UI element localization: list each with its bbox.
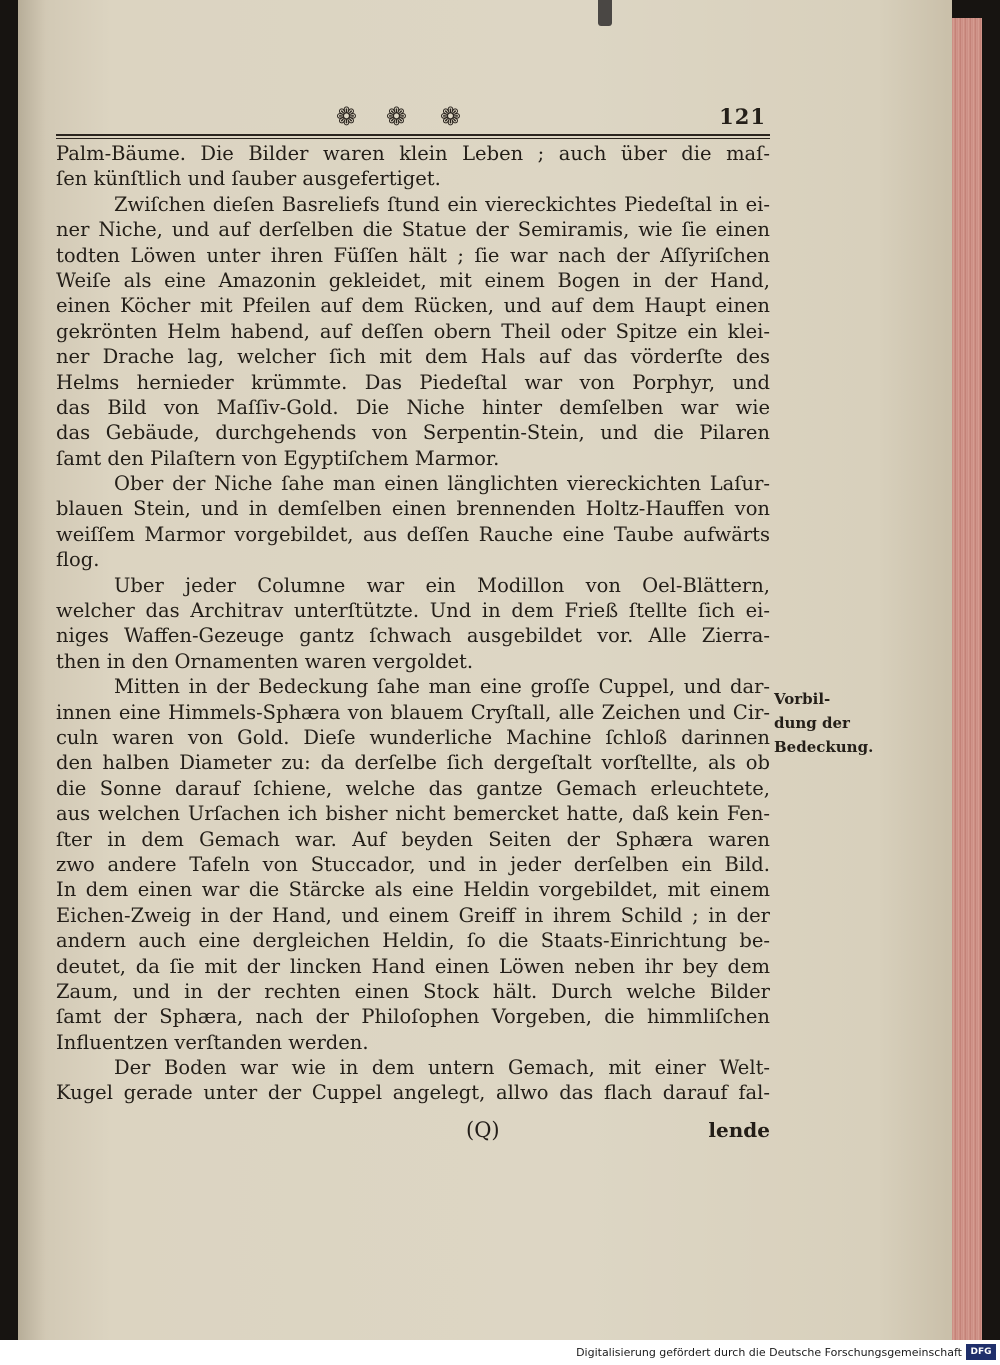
text-line: ſamt der Sphæra, nach der Philoſophen Vorgeben, die himmliſchen — [56, 1005, 770, 1029]
text-line: einen Köcher mit Pfeilen auf dem Rücken, und auf dem Haupt einen — [56, 294, 770, 318]
text-line: Zaum, und in der rechten einen Stock hält. Durch welche Bilder — [56, 979, 770, 1003]
funding-credit: Digitalisierung gefördert durch die Deutsche Forschungsgemeinschaft — [576, 1346, 962, 1359]
text-line: ſen künſtlich und ſauber ausgefertiget. — [56, 167, 441, 191]
text-line: flog. — [56, 548, 100, 572]
text-line: Helms hernieder krümmte. Das Piedeſtal war von Porphyr, und — [56, 370, 770, 394]
page-number: 121 — [719, 104, 766, 129]
margin-note-line: Bedeckung. — [774, 738, 874, 756]
catchline — [56, 1118, 770, 1146]
text-line: Der Boden war wie in dem untern Gemach, mit einer Welt- — [114, 1056, 770, 1080]
page-edge — [952, 18, 982, 1340]
text-line: Influentzen verſtanden werden. — [56, 1030, 369, 1054]
margin-note-line: dung der — [774, 714, 850, 732]
text-line: das Bild von Maſſiv-Gold. Die Niche hinter demſelben war wie — [56, 395, 770, 419]
text-line: ner Drache lag, welcher ſich mit dem Hals auf das vörderſte des — [56, 345, 770, 369]
text-line: weiſſem Marmor vorgebildet, aus deſſen Rauche eine Taube aufwärts — [56, 522, 770, 546]
text-line: Kugel gerade unter der Cuppel angelegt, allwo das flach darauf fal- — [56, 1081, 770, 1105]
text-line: welcher das Architrav unterſtützte. Und in dem Frieß ſtellte ſich ei- — [56, 599, 770, 623]
text-line: ner Niche, und auf derſelben die Statue der Semiramis, wie ſie einen — [56, 218, 770, 242]
text-line: andern auch eine dergleichen Heldin, ſo die Staats-Einrichtung be- — [56, 929, 770, 953]
text-line: Uber jeder Columne war ein Modillon von Oel-Blättern, — [114, 573, 770, 597]
signature-mark: (Q) — [466, 1118, 500, 1142]
text-line: Weiſe als eine Amazonin gekleidet, mit einem Bogen in der Hand, — [56, 268, 770, 292]
body-text — [56, 141, 770, 1106]
text-line: aus welchen Urſachen ich bisher nicht bemercket hatte, daß kein Fen- — [56, 802, 770, 826]
footer-bar — [0, 1340, 1000, 1365]
text-line: todten Löwen unter ihren Füſſen hält ; ſie war nach der Aſſyriſchen — [56, 243, 770, 267]
text-line: culn waren von Gold. Dieſe wunderliche Machine ſchloß darinnen — [56, 725, 770, 749]
ornament-icon: ❁ — [336, 102, 357, 131]
page-header — [56, 104, 768, 136]
text-line: innen eine Himmels-Sphæra von blauem Cryſtall, alle Zeichen und Cir- — [56, 700, 770, 724]
text-line: Mitten in der Bedeckung ſahe man eine groſſe Cuppel, und dar- — [114, 675, 770, 699]
text-line: den halben Diameter zu: da derſelbe ſich dergeſtalt vorſtellte, als ob — [56, 751, 770, 775]
text-line: niges Waffen-Gezeuge gantz ſchwach ausgebildet vor. Alle Zierra- — [56, 624, 770, 648]
text-line: deutet, da ſie mit der lincken Hand einen Löwen neben ihr bey dem — [56, 954, 770, 978]
text-line: gekrönten Helm habend, auf deſſen obern Theil oder Spitze ein klei- — [56, 319, 770, 343]
margin-note-line: Vorbil- — [774, 690, 831, 708]
margin-note — [774, 687, 874, 759]
book-clip — [598, 0, 612, 26]
dfg-logo-icon: DFG — [966, 1344, 996, 1360]
catchword: lende — [708, 1118, 770, 1142]
header-rule — [56, 134, 770, 139]
text-line: zwo andere Tafeln von Stuccador, und in jeder derſelben ein Bild. — [56, 852, 770, 876]
ornament-icon: ❁ — [386, 102, 407, 131]
text-line: Eichen-Zweig in der Hand, und einem Greiff in ihrem Schild ; in der — [56, 903, 770, 927]
text-line: das Gebäude, durchgehends von Serpentin-Stein, und die Pilaren — [56, 421, 770, 445]
text-line: Ober der Niche ſahe man einen länglichten viereckichten Laſur- — [114, 472, 770, 496]
text-line: then in den Ornamenten waren vergoldet. — [56, 649, 474, 673]
text-line: ſter in dem Gemach war. Auf beyden Seiten der Sphæra waren — [56, 827, 770, 851]
text-line: ſamt den Pilaſtern von Egyptiſchem Marmor. — [56, 446, 500, 470]
ornament-icon: ❁ — [440, 102, 461, 131]
text-line: Palm-Bäume. Die Bilder waren klein Leben ; auch über die maſ- — [56, 142, 770, 165]
text-line: blauen Stein, und in demſelben einen brennenden Holtz-Hauffen von — [56, 497, 770, 521]
text-line: Zwiſchen dieſen Basreliefs ſtund ein viereckichtes Piedeſtal in ei- — [114, 192, 770, 216]
text-line: In dem einen war die Stärcke als eine Heldin vorgebildet, mit einem — [56, 878, 770, 902]
text-line: die Sonne darauf ſchiene, welche das gantze Gemach erleuchtete, — [56, 776, 770, 800]
